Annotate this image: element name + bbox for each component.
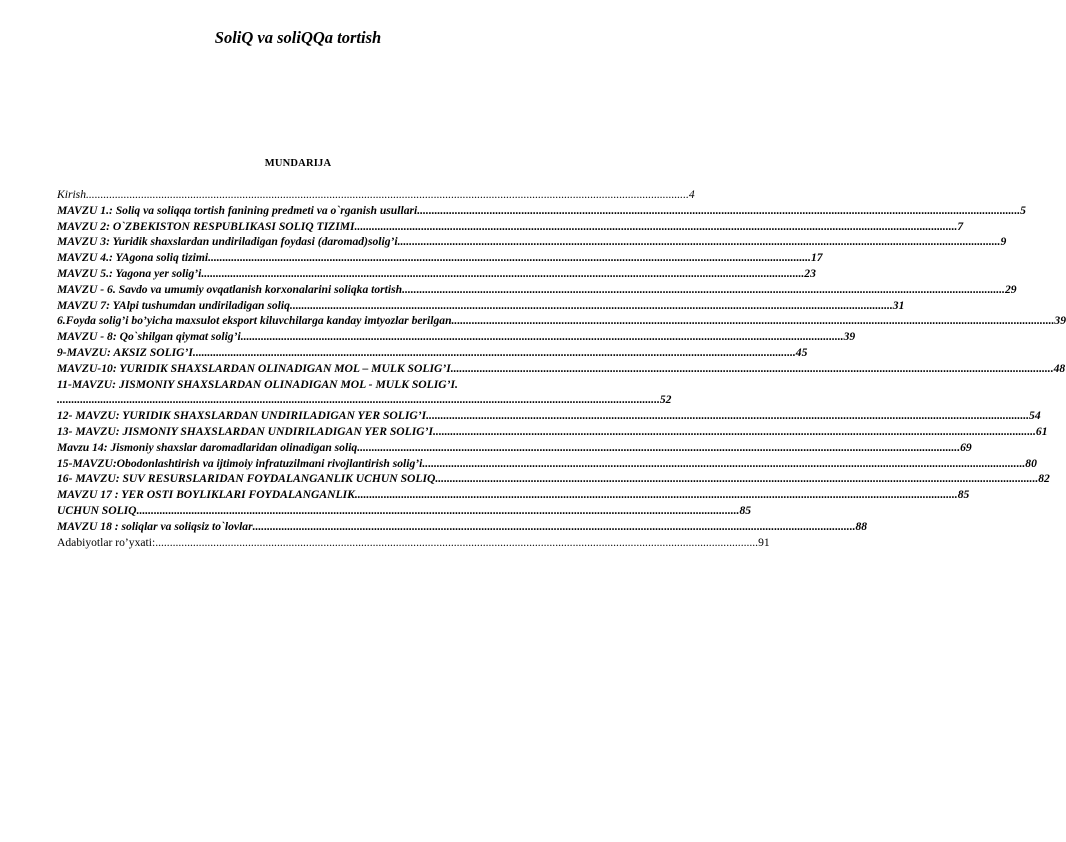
- toc-entry-title[interactable]: 11-MAVZU: JISMONIY SHAXSLARDAN OLINADIGAN MOL - MULK SOLIG’I.: [57, 377, 458, 391]
- dot-leader: [253, 519, 856, 535]
- dot-leader: [290, 298, 893, 314]
- toc-entry-page: 85: [957, 488, 970, 502]
- toc-entry-title: UCHUN SOLIQ: [57, 503, 137, 517]
- toc-entry[interactable]: [57, 266, 816, 282]
- toc-entry-page: 48: [1053, 361, 1066, 375]
- toc-entry[interactable]: [57, 219, 964, 235]
- toc-entry[interactable]: [57, 440, 972, 456]
- toc-entry-page: 7: [957, 219, 964, 233]
- toc-entry[interactable]: [57, 313, 1066, 329]
- dot-leader: [398, 234, 1001, 250]
- toc-entry[interactable]: [57, 361, 1066, 377]
- toc-entry-title: MAVZU-10: YURIDIK SHAXSLARDAN OLINADIGAN MOL – MULK SOLIG’I: [57, 361, 451, 375]
- toc-entry-page: 69: [960, 440, 972, 454]
- toc-entry-page: 85: [739, 503, 752, 517]
- dot-leader: [402, 282, 1005, 298]
- toc-entry[interactable]: [57, 329, 856, 345]
- toc-entry-title: 6.Foyda solig’i bo’yicha maxsulot eksport kiluvchilarga kanday imtyozlar berilgan: [57, 314, 452, 328]
- toc-entry-title: MAVZU - 6. Savdo va umumiy ovqatlanish korxonalarini soliqka tortish: [57, 282, 403, 296]
- toc-entry-title: MAVZU 2: O`ZBEKISTON RESPUBLIKASI SOLIQ TIZIMI: [57, 219, 355, 233]
- dot-leader: [201, 266, 804, 282]
- toc-entry-page: 39: [843, 330, 856, 344]
- toc-entry-page: 29: [1004, 282, 1017, 296]
- dot-leader: [355, 219, 958, 235]
- document-title: SoliQ va soliQQa tortish: [214, 28, 382, 47]
- toc-entry-title: Kirish: [57, 188, 86, 201]
- toc-entry[interactable]: [57, 503, 752, 519]
- toc-entry[interactable]: [57, 424, 1048, 440]
- toc-entry-title: Adabiyotlar ro’yxati:: [57, 535, 156, 549]
- toc-entry[interactable]: [57, 187, 695, 203]
- toc-entry-title: 16- MAVZU: SUV RESURSLARIDAN FOYDALANGANLIK UCHUN SOLIQ: [57, 472, 436, 486]
- toc-entry-page: 45: [795, 345, 808, 359]
- toc-entry[interactable]: [57, 487, 970, 503]
- table-of-contents: [57, 187, 1066, 550]
- toc-entry[interactable]: [57, 234, 1007, 250]
- toc-entry[interactable]: [57, 392, 672, 408]
- toc-entry-page: 88: [855, 519, 868, 533]
- toc-entry[interactable]: [57, 345, 808, 361]
- toc-entry-page: 80: [1025, 456, 1037, 470]
- toc-entry-page: 17: [810, 251, 823, 265]
- dot-leader: [422, 456, 1025, 472]
- toc-entry[interactable]: [57, 203, 1026, 219]
- toc-entry[interactable]: [57, 298, 905, 314]
- toc-entry[interactable]: [57, 250, 823, 266]
- toc-entry-title: Mavzu 14: Jismoniy shaxslar daromadlaridan olinadigan soliq: [57, 440, 358, 454]
- toc-entry-title: 13- MAVZU: JISMONIY SHAXSLARDAN UNDIRILADIGAN YER SOLIG’I: [57, 424, 434, 438]
- dot-leader: [208, 250, 811, 266]
- dot-leader: [435, 471, 1038, 487]
- toc-entry-title: MAVZU - 8: Qo`shilgan qiymat solig’i: [57, 330, 241, 344]
- toc-entry-page: 31: [892, 298, 905, 312]
- toc-heading: MUNDARIJA: [264, 158, 332, 169]
- toc-entry-page: 5: [1020, 203, 1026, 217]
- toc-entry-title: MAVZU 17 : YER OSTI BOYLIKLARI FOYDALANGANLIK: [57, 488, 355, 502]
- toc-entry-title: MAVZU 3: Yuridik shaxslardan undiriladigan foydasi (daromad)solig’i: [57, 235, 398, 249]
- toc-entry-page: 39: [1054, 314, 1066, 328]
- toc-entry[interactable]: [57, 456, 1037, 472]
- toc-entry-title: MAVZU 1.: Soliq va soliqqa tortish fanining predmeti va o`rganish usullari: [57, 203, 418, 217]
- dot-leader: [417, 203, 1020, 219]
- toc-entry-page: 61: [1035, 424, 1048, 438]
- toc-entry[interactable]: [57, 535, 770, 551]
- dot-leader: [452, 313, 1055, 329]
- dot-leader: [193, 345, 796, 361]
- dot-leader: [57, 392, 660, 408]
- dot-leader: [357, 440, 960, 456]
- dot-leader: [86, 187, 689, 203]
- toc-entry-page: 82: [1038, 472, 1050, 486]
- toc-entry[interactable]: [57, 471, 1050, 487]
- toc-entry-title: MAVZU 7: YAlpi tushumdan undiriladigan soliq: [57, 298, 290, 312]
- dot-leader: [241, 329, 844, 345]
- toc-entry-page: 52: [659, 393, 672, 407]
- dot-leader: [155, 535, 758, 551]
- toc-entry-title: 12- MAVZU: YURIDIK SHAXSLARDAN UNDIRILADIGAN YER SOLIG’I: [57, 409, 427, 423]
- toc-entry[interactable]: [57, 519, 868, 535]
- toc-entry-page: 54: [1029, 409, 1041, 423]
- dot-leader: [426, 408, 1029, 424]
- toc-entry-title: 9-MAVZU: AKSIZ SOLIG’I: [57, 345, 193, 359]
- toc-entry-page: 91: [758, 535, 770, 549]
- toc-entry-title: MAVZU 4.: YAgona soliq tizimi: [57, 251, 209, 265]
- toc-entry-title: 15-MAVZU:Obodonlashtirish va ijtimoiy infratuzilmani rivojlantirish solig’i: [57, 456, 423, 470]
- toc-entry-title: MAVZU 18 : soliqlar va soliqsiz to`lovlar: [57, 519, 253, 533]
- dot-leader: [137, 503, 740, 519]
- toc-entry-title: MAVZU 5.: Yagona yer solig’i: [57, 266, 202, 280]
- toc-entry-page: 4: [688, 188, 695, 201]
- toc-entry-page: 9: [1000, 235, 1007, 249]
- dot-leader: [433, 424, 1036, 440]
- dot-leader: [451, 361, 1054, 377]
- toc-entry[interactable]: [57, 408, 1041, 424]
- toc-entry[interactable]: [57, 282, 1017, 298]
- toc-entry-page: 23: [804, 266, 816, 280]
- dot-leader: [355, 487, 958, 503]
